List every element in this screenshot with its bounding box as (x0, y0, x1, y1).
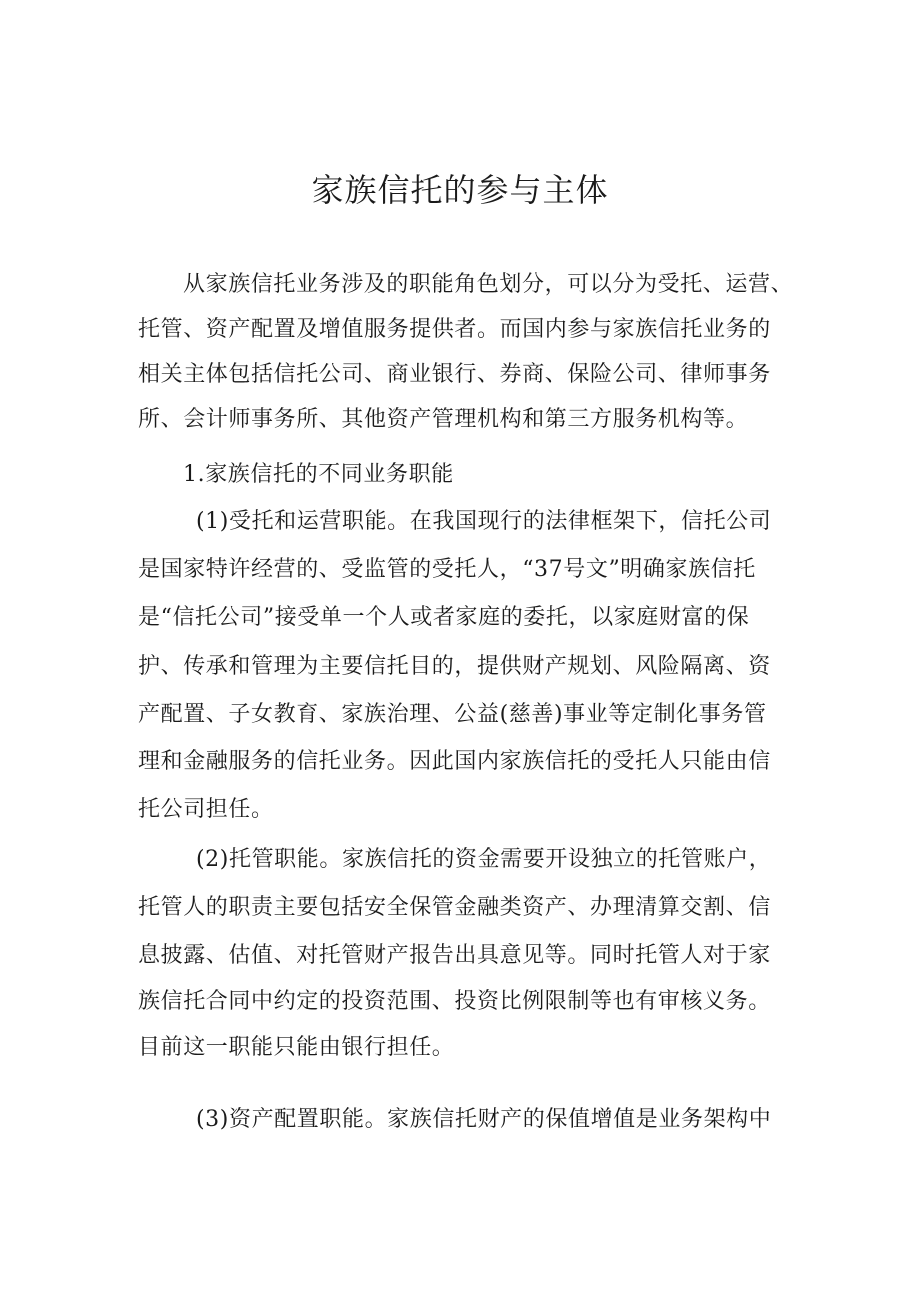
paragraph-2-line-5: 目前这一职能只能由银行担任。 (138, 1035, 455, 1060)
paragraph-1-line-3: 是“信托公司”接受单一个人或者家庭的委托，以家庭财富的保 (138, 605, 750, 630)
paragraph-1-line-4: 护、传承和管理为主要信托目的，提供财产规划、风险隔离、资 (138, 654, 771, 679)
paragraph-intro-line-3: 相关主体包括信托公司、商业银行、券商、保险公司、律师事务 (138, 362, 771, 387)
paragraph-2-line-1: (2)托管职能。家族信托的资金需要开设独立的托管账户， (196, 847, 772, 872)
paragraph-2-line-3: 息披露、估值、对托管财产报告出具意见等。同时托管人对于家 (138, 943, 771, 968)
paragraph-intro-line-1: 从家族信托业务涉及的职能角色划分，可以分为受托、运营、 (183, 272, 794, 297)
paragraph-1-line-6: 理和金融服务的信托业务。因此国内家族信托的受托人只能由信 (138, 749, 771, 774)
paragraph-1-line-5: 产配置、子女教育、家族治理、公益(慈善)事业等定制化事务管 (138, 702, 767, 727)
paragraph-3-line-1: (3)资产配置职能。家族信托财产的保值增值是业务架构中 (196, 1107, 772, 1132)
paragraph-1-line-1: (1)受托和运营职能。在我国现行的法律框架下，信托公司 (196, 509, 772, 534)
paragraph-1-line-7: 托公司担任。 (138, 797, 274, 822)
paragraph-1-line-2: 是国家特许经营的、受监管的受托人，“37号文”明确家族信托 (138, 557, 756, 582)
paragraph-intro-line-4: 所、会计师事务所、其他资产管理机构和第三方服务机构等。 (138, 407, 749, 432)
paragraph-intro-line-2: 托管、资产配置及增值服务提供者。而国内参与家族信托业务的 (138, 317, 771, 342)
section-heading-1: 1.家族信托的不同业务职能 (183, 462, 454, 487)
paragraph-2-line-2: 托管人的职责主要包括安全保管金融类资产、办理清算交割、信 (138, 895, 771, 920)
document-title: 家族信托的参与主体 (311, 171, 609, 209)
paragraph-2-line-4: 族信托合同中约定的投资范围、投资比例限制等也有审核义务。 (138, 989, 771, 1014)
